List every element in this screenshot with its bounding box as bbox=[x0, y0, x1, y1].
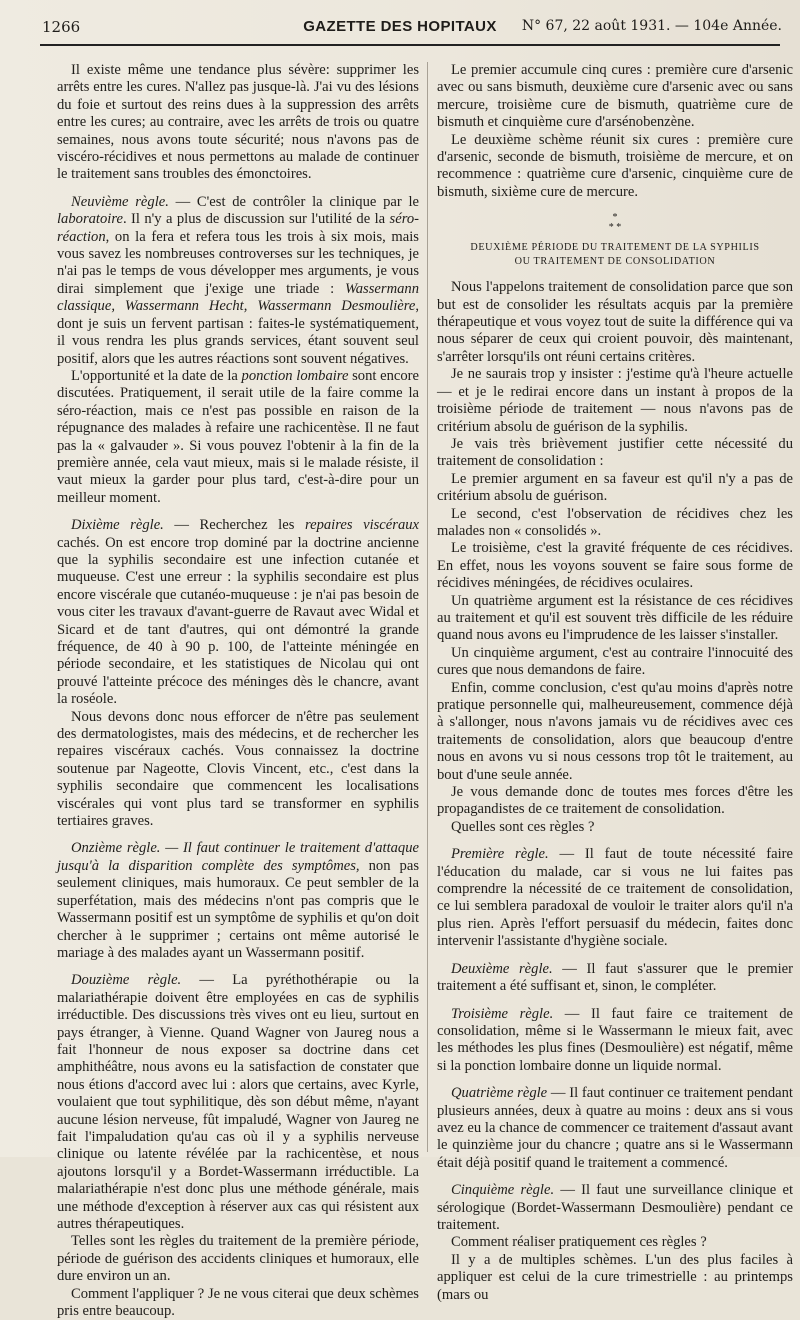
paragraph: Le premier argument en sa faveur est qu'il n'y a pas de critérium absolu de guérison. bbox=[437, 470, 793, 505]
rule-nine-paragraph: Neuvième règle. — C'est de contrôler la clinique par le laboratoire. Il n'y a plus de discussion sur l'utilité de la séro-réaction, on la fera et refera tous les trois à six mois, mais vous savez les nombreuses controverses sur les techniques, je n'ai pas le temps de vous développer mes arguments, je vous dirai simplement que j'exige une triade : Wassermann classique, Wassermann Hecht, Wassermann Desmoulière, dont je suis un fervent partisan : faites-le systématiquement, il vous rendra les plus grands services, étant souvent seul positif, alors que les autres réactions sont souvent négatives. bbox=[57, 193, 419, 367]
rule-twelve-paragraph: Douzième règle. — La pyréthothérapie ou la malariathérapie doivent être employées en cas de syphilis irréductible. Des discussions très vives ont eu lieu, surtout en pays étranger, à Vienne. Quand Wagner von Jaureg nous a fait l'honneur de nous exposer sa doctrine dans cet amphithéâtre, nous avons eu la satisfaction de constater que nous étions d'accord avec lui : alors que certains, avec Kyrle, voulaient que tout syphilitique, dès son début même, n'ayant aucune lésion nerveuse, fût impaludé, Wagner von Jaureg ne fait l'impaludation qu'au cas où il y a syphilis nerveuse clinique ou latente révélée par la rachicentèse, et nous ajoutons lorsqu'il y a Bordet-Wassermann irréductible. La malariathérapie n'est donc plus une méthode générale, mais une méthode d'exception à réserver aux cas qui résistent aux autres thérapeutiques. bbox=[57, 972, 419, 1232]
paragraph: Quelles sont ces règles ? bbox=[451, 818, 595, 835]
rule-five-paragraph: Cinquième règle. — Il faut une surveillance clinique et sérologique (Bordet-Wassermann Desmoulière) pendant ce traitement. bbox=[437, 1182, 793, 1233]
rule-one-paragraph: Première règle. — Il faut de toute nécessité faire l'éducation du malade, car si vous ne lui faites pas comprendre la nécessité de ce traitement de consolidation, ce lui semblera paradoxal de vouloir le traiter alors qu'il n'a plus rien. Après l'effort persuasif du médecin, faites donc intervenir l'assistante d'hygiène sociale. bbox=[437, 846, 793, 950]
rule-ten-paragraph: Dixième règle. — Recherchez les repaires viscéraux cachés. On est encore trop dominé par la doctrine ancienne que la syphilis secondaire est une infection cutanée et muqueuse. C'est une erreur : la syphilis secondaire est plus encore viscérale que cutanéo-muqueuse : je n'ai pas besoin de vous citer les travaux d'avant-guerre de Ravaut avec Widal et Sicard et de tant d'autres, qui ont démontré la grande fréquence, de 40 à 90 p. 100, de l'atteinte méningée en période secondaire, et les statistiques de Nicolau qui ont prouvé l'atteinte précoce des méninges dès le chancre, avant la roséole. bbox=[57, 517, 420, 708]
page-header bbox=[0, 0, 800, 48]
paragraph: Telles sont les règles du traitement de la première période, période de guérison des accidents cliniques et humoraux, elle dure environ un an. bbox=[57, 1233, 419, 1285]
section-separator: * * * bbox=[608, 212, 622, 234]
paragraph: Enfin, comme conclusion, c'est qu'au moins d'après notre pratique personnelle qui, malheureusement, commence déjà à s'allonger, nous n'avons jamais vu de récidives avec ces traitements de consolidation, alors que beaucoup d'entre nous en avons vu si nous cessons trop tôt le traitement, au bout d'une seule année. bbox=[437, 679, 793, 783]
paragraph: Nous devons donc nous efforcer de n'être pas seulement des dermatologistes, mais des médecins, et de rechercher les repaires viscéraux cachés. Vous connaissez la doctrine soutenue par Nageotte, Clovis Vincent, etc., c'est dans la syphilis secondaire que commencent les localisations viscérales qui vont plus tard se transformer en syphilis tertiaires graves. bbox=[57, 708, 419, 830]
paragraph: Je ne saurais trop y insister : j'estime qu'à l'heure actuelle — et je le redirai encore dans un instant à propos de la troisième période de traitement — nous n'avons pas de critérium absolu de guérison de la syphilis. bbox=[437, 366, 793, 435]
section-heading: DEUXIÈME PÉRIODE DU TRAITEMENT DE LA SYPHILIS OU TRAITEMENT DE CONSOLIDATION bbox=[470, 242, 760, 268]
paragraph: Je vous demande donc de toutes mes forces d'être les propagandistes de ce traitement de consolidation. bbox=[437, 784, 793, 818]
right-column bbox=[437, 62, 793, 1304]
issue-info: N° 67, 22 août 1931. — 104e Année. bbox=[521, 18, 782, 34]
paragraph: Il y a de multiples schèmes. L'un des plus faciles à appliquer est celui de la cure trimestrielle : au printemps (mars ou bbox=[437, 1251, 793, 1303]
paragraph: Le troisième, c'est la gravité fréquente de ces récidives. En effet, nous les voyons souvent se faire sous forme de récidives méningées, de récidives oculaires. bbox=[437, 540, 793, 592]
paragraph: Le premier accumule cinq cures : première cure d'arsenic avec ou sans bismuth, deuxième cure d'arsenic avec ou sans mercure, troisième cure de bismuth, quatrième cure de bismuth et cinquième cure d'arsénobenzène. bbox=[437, 62, 793, 131]
column-divider bbox=[427, 62, 428, 1152]
rule-eleven-paragraph: Onzième règle. — Il faut continuer le traitement d'attaque jusqu'à la disparition complète des symptômes, non pas seulement cliniques, mais humoraux. Ce peut sembler de la superfétation, mais des médecins n'ont pas compris que le Wassermann positif est un symptôme de syphilis et qu'on doit chercher à le supprimer ; certains ont même autorisé le mariage à des malades ayant un Wassermann positif. bbox=[57, 840, 419, 961]
left-column bbox=[57, 62, 419, 1320]
paragraph: Le second, c'est l'observation de récidives chez les malades non « consolidés ». bbox=[437, 505, 793, 539]
paragraph: Un cinquième argument, c'est au contraire l'innocuité des cures que nous demandons de faire. bbox=[437, 644, 793, 679]
paragraph: Un quatrième argument est la résistance de ces récidives au traitement et qu'il est souvent très difficile de les réduire quand nous avons eu l'imprudence de les laisser s'installer. bbox=[437, 592, 793, 644]
rule-four-paragraph: Quatrième règle — Il faut continuer ce traitement pendant plusieurs années, deux à quatre au moins : deux ans si vous avez eu la chance de commencer ce traitement d'assaut avant le quinzième jour du chancre ; quatre ans si le Wassermann était déjà positif quand le traitement a commencé. bbox=[437, 1085, 793, 1171]
paragraph: Nous l'appelons traitement de consolidation parce que son but est de consolider les résultats acquis par la première thérapeutique et vous voyez tout de suite la différence qui va nous séparer de ceux qui croient pouvoir, dès maintenant, s'arrêter lorsqu'ils ont réuni certains critères. bbox=[437, 279, 793, 365]
paragraph: Comment réaliser pratiquement ces règles ? bbox=[451, 1234, 707, 1251]
paragraph: Il existe même une tendance plus sévère: supprimer les arrêts entre les cures. N'allez pas jusque-là. J'ai vu des lésions du foie et surtout des reins dues à la suppression des arrêts entre les cures; au contraire, avec les arrêts de trois ou quatre semaines, nous avons toute sécurité; nous n'avons pas de viscéro-récidives et nous permettons au malade de continuer le traitement sans troubles des émonctoires. bbox=[57, 62, 419, 183]
header-rule bbox=[40, 44, 780, 46]
rule-three-paragraph: Troisième règle. — Il faut faire ce traitement de consolidation, même si le Wassermann le mieux fait, avec les méthodes les plus fines (Desmoulière) est négatif, même si la ponction lombaire donne un liquide normal. bbox=[437, 1005, 793, 1074]
rule-two-paragraph: Deuxième règle. — Il faut s'assurer que le premier traitement a été suffisant et, sinon, le compléter. bbox=[437, 960, 793, 995]
page-number: 1266 bbox=[42, 18, 81, 36]
paragraph: Le deuxième schème réunit six cures : première cure d'arsenic, seconde de bismuth, troisième de mercure, et on recommence : quatrième cure d'arsenic, cinquième cure de bismuth, sixième cure de mercure. bbox=[437, 131, 793, 200]
paragraph: Comment l'appliquer ? Je ne vous citerai que deux schèmes pris entre beaucoup. bbox=[57, 1285, 419, 1320]
paragraph: Je vais très brièvement justifier cette nécessité du traitement de consolidation : bbox=[437, 435, 793, 470]
paragraph: L'opportunité et la date de la ponction lombaire sont encore discutées. Pratiquement, il serait utile de la faire comme la séro-réaction, mais ce n'est pas possible en raison de la répugnance des malades à refaire une rachicentèse. Il ne faut pas la « galvauder ». Si vous pouvez l'obtenir à la fin de la première année, cela vaut mieux, mais si le malade résiste, il vaut mieux la garder pour plus tard, c'est-à-dire pour un meilleur moment. bbox=[57, 367, 419, 506]
publication-title: GAZETTE DES HOPITAUX bbox=[303, 18, 497, 35]
